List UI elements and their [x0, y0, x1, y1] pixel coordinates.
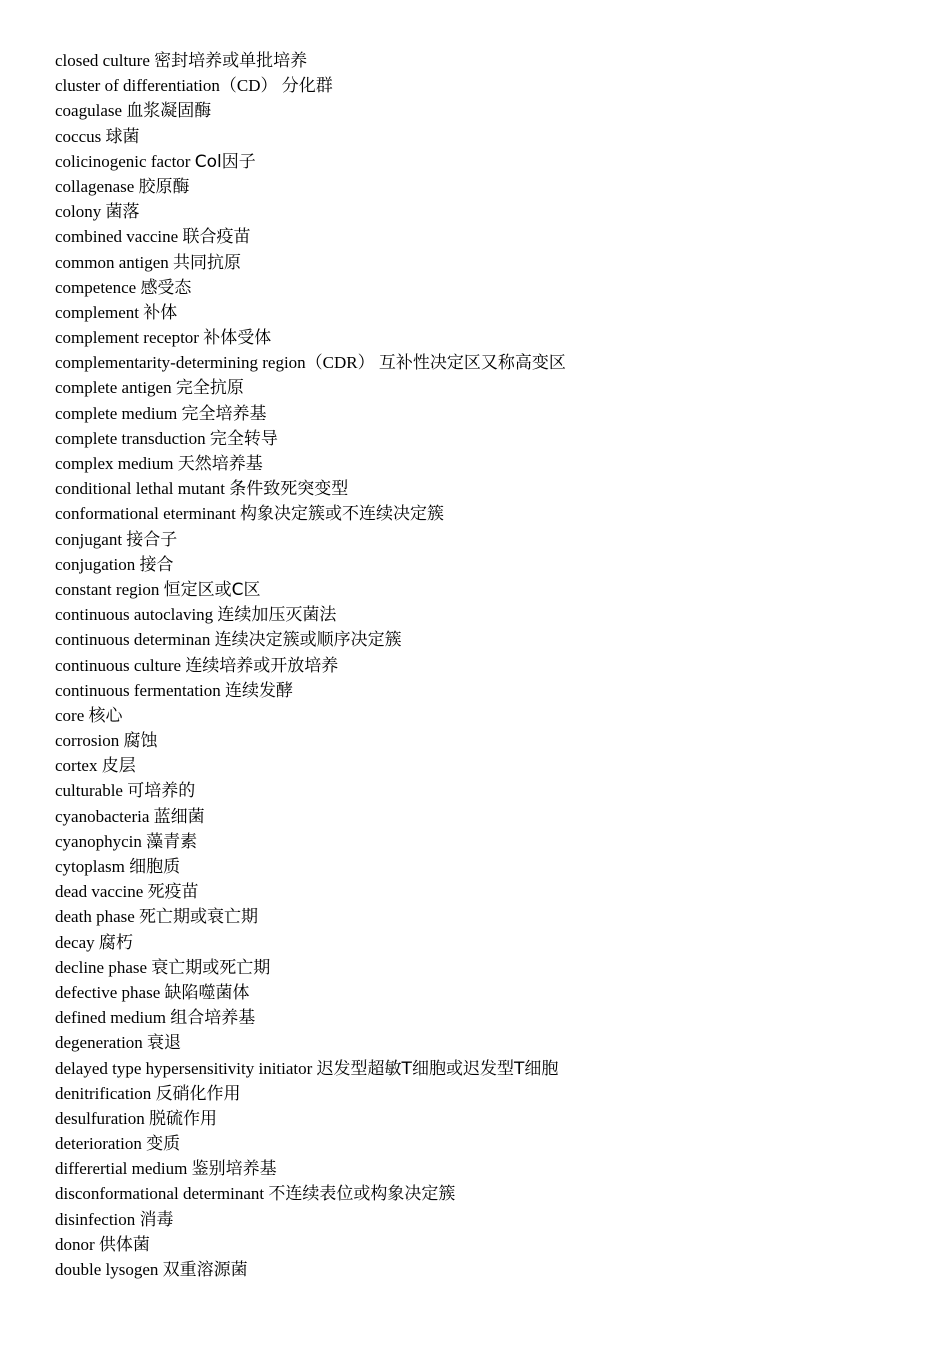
entry-term: cytoplasm: [55, 857, 125, 876]
entry-translation: 衰退: [147, 1033, 182, 1054]
entry-term: decline phase: [55, 957, 148, 977]
entry-term: cyanobacteria: [55, 806, 150, 826]
glossary-entry: [55, 501, 935, 526]
glossary-entry: [55, 1081, 935, 1106]
entry-term: complement: [55, 302, 140, 322]
entry-term: differertial medium: [55, 1159, 188, 1179]
entry-translation: 缺陷噬菌体: [164, 982, 250, 1003]
glossary-entry: [55, 401, 935, 426]
entry-translation: 接合: [139, 554, 174, 575]
entry-translation: 恒定区或C区: [163, 579, 261, 600]
entry-term: double lysogen: [55, 1260, 159, 1279]
entry-term: continuous fermentation: [55, 680, 221, 700]
entry-term: collagenase: [55, 176, 135, 196]
glossary-entry: [55, 1257, 935, 1282]
entry-term: complementarity-determining region（CDR）: [55, 353, 375, 373]
glossary-entry: [55, 73, 935, 98]
entry-translation: Col因子: [194, 151, 256, 172]
entry-term: complex medium: [55, 454, 174, 473]
entry-term: disconformational determinant: [55, 1184, 265, 1204]
glossary-entry: [55, 1131, 935, 1156]
entry-translation: 变质: [146, 1134, 181, 1155]
entry-term: culturable: [55, 781, 123, 801]
entry-term: closed culture: [55, 51, 150, 70]
glossary-entry: [55, 426, 935, 451]
entry-translation: 条件致死突变型: [229, 479, 349, 500]
glossary-entry: [55, 678, 935, 703]
glossary-entry: [55, 1030, 935, 1055]
glossary-entry: [55, 627, 935, 652]
entry-translation: 血浆凝固酶: [126, 101, 212, 122]
entry-term: degeneration: [55, 1033, 143, 1053]
glossary-entry: [55, 48, 935, 73]
glossary-entry: [55, 1181, 935, 1206]
glossary-entry: [55, 375, 935, 400]
entry-translation: 组合培养基: [170, 1008, 256, 1029]
entry-term: denitrification: [55, 1083, 152, 1103]
entry-translation: 消毒: [139, 1209, 174, 1230]
entry-translation: 供体菌: [98, 1234, 150, 1255]
entry-translation: 核心: [88, 705, 123, 726]
entry-term: constant region: [55, 579, 160, 599]
glossary-entry: [55, 250, 935, 275]
entry-term: cluster of differentiation（CD）: [55, 76, 278, 96]
glossary-entry: [55, 778, 935, 803]
entry-term: conditional lethal mutant: [55, 479, 225, 499]
entry-term: cyanophycin: [55, 831, 142, 851]
entry-term: colony: [55, 202, 102, 222]
entry-term: coccus: [55, 126, 102, 146]
entry-term: defined medium: [55, 1008, 166, 1028]
glossary-entry: [55, 1232, 935, 1257]
entry-term: donor: [55, 1234, 95, 1254]
glossary-entry: [55, 703, 935, 728]
entry-translation: 脱硫作用: [148, 1108, 217, 1129]
entry-translation: 连续发酵: [224, 680, 293, 701]
entry-translation: 连续加压灭菌法: [217, 605, 337, 626]
entry-translation: 细胞质: [129, 857, 181, 877]
entry-translation: 胶原酶: [138, 176, 190, 197]
entry-term: dead vaccine: [55, 882, 144, 902]
glossary-entry: [55, 829, 935, 854]
entry-term: corrosion: [55, 731, 120, 751]
glossary-entry: [55, 350, 935, 375]
glossary-entry: [55, 1005, 935, 1030]
glossary-list: [55, 48, 935, 1282]
glossary-entry: [55, 325, 935, 350]
glossary-entry: [55, 552, 935, 577]
entry-term: disinfection: [55, 1209, 136, 1229]
glossary-entry: [55, 1106, 935, 1131]
glossary-entry: [55, 728, 935, 753]
entry-term: competence: [55, 277, 137, 297]
entry-translation: 衰亡期或死亡期: [151, 957, 271, 978]
glossary-entry: [55, 804, 935, 829]
entry-term: cortex: [55, 756, 98, 776]
glossary-entry: [55, 174, 935, 199]
glossary-entry: [55, 149, 935, 174]
entry-translation: 完全转导: [209, 428, 278, 449]
glossary-entry: [55, 879, 935, 904]
entry-translation: 菌落: [105, 202, 140, 223]
entry-term: deterioration: [55, 1134, 142, 1154]
entry-term: continuous culture: [55, 655, 182, 675]
glossary-entry: [55, 98, 935, 123]
entry-translation: 连续决定簇或顺序决定簇: [214, 630, 402, 651]
entry-translation: 密封培养或单批培养: [154, 51, 308, 71]
entry-term: conformational eterminant: [55, 504, 236, 524]
entry-translation: 完全抗原: [175, 378, 244, 399]
entry-translation: 补体: [143, 302, 178, 323]
entry-term: defective phase: [55, 982, 161, 1002]
entry-translation: 构象决定簇或不连续决定簇: [240, 504, 445, 525]
entry-term: delayed type hypersensitivity initiator: [55, 1058, 313, 1078]
entry-term: continuous autoclaving: [55, 605, 214, 625]
entry-translation: 不连续表位或构象决定簇: [268, 1184, 456, 1205]
entry-translation: 分化群: [281, 76, 333, 97]
entry-term: conjugant: [55, 529, 123, 549]
glossary-entry: [55, 527, 935, 552]
glossary-entry: [55, 300, 935, 325]
glossary-entry: [55, 476, 935, 501]
entry-translation: 感受态: [140, 277, 192, 298]
glossary-entry: [55, 904, 935, 929]
entry-translation: 接合子: [126, 529, 178, 550]
glossary-entry: [55, 1207, 935, 1232]
entry-translation: 腐朽: [98, 932, 133, 953]
glossary-entry: [55, 199, 935, 224]
entry-translation: 蓝细菌: [153, 806, 205, 827]
glossary-entry: [55, 602, 935, 627]
glossary-entry: [55, 1056, 935, 1081]
entry-translation: 连续培养或开放培养: [185, 655, 339, 676]
glossary-entry: [55, 653, 935, 678]
entry-term: coagulase: [55, 101, 123, 121]
entry-translation: 球菌: [105, 126, 140, 147]
entry-term: complete medium: [55, 403, 178, 423]
glossary-entry: [55, 955, 935, 980]
entry-translation: 补体受体: [203, 328, 272, 349]
glossary-entry: [55, 577, 935, 602]
entry-translation: 可培养的: [127, 781, 196, 802]
glossary-entry: [55, 275, 935, 300]
entry-term: death phase: [55, 907, 135, 927]
entry-translation: 共同抗原: [173, 252, 242, 273]
glossary-entry: [55, 930, 935, 955]
entry-term: decay: [55, 932, 95, 952]
entry-translation: 鉴别培养基: [191, 1159, 277, 1180]
entry-term: combined vaccine: [55, 227, 179, 247]
entry-term: continuous determinan: [55, 630, 211, 650]
entry-translation: 天然培养基: [177, 454, 263, 474]
glossary-entry: [55, 124, 935, 149]
entry-translation: 迟发型超敏T细胞或迟发型T细胞: [316, 1058, 559, 1079]
entry-translation: 互补性决定区又称高变区: [378, 353, 566, 374]
entry-term: colicinogenic factor: [55, 151, 191, 171]
glossary-entry: [55, 224, 935, 249]
glossary-entry: [55, 854, 935, 879]
entry-term: core: [55, 705, 85, 725]
entry-translation: 反硝化作用: [155, 1083, 241, 1104]
entry-translation: 死亡期或衰亡期: [139, 907, 259, 928]
glossary-entry: [55, 451, 935, 476]
glossary-entry: [55, 1156, 935, 1181]
entry-term: conjugation: [55, 554, 136, 574]
entry-translation: 死疫苗: [147, 882, 199, 903]
entry-term: desulfuration: [55, 1108, 145, 1128]
entry-translation: 完全培养基: [181, 403, 267, 424]
entry-term: complete transduction: [55, 428, 206, 448]
entry-translation: 皮层: [101, 756, 136, 777]
entry-translation: 腐蚀: [123, 731, 158, 752]
glossary-entry: [55, 980, 935, 1005]
entry-term: common antigen: [55, 252, 169, 272]
entry-translation: 藻青素: [146, 831, 198, 852]
entry-translation: 双重溶源菌: [162, 1260, 248, 1280]
entry-translation: 联合疫苗: [182, 227, 251, 248]
entry-term: complete antigen: [55, 378, 172, 398]
glossary-entry: [55, 753, 935, 778]
entry-term: complement receptor: [55, 328, 199, 348]
